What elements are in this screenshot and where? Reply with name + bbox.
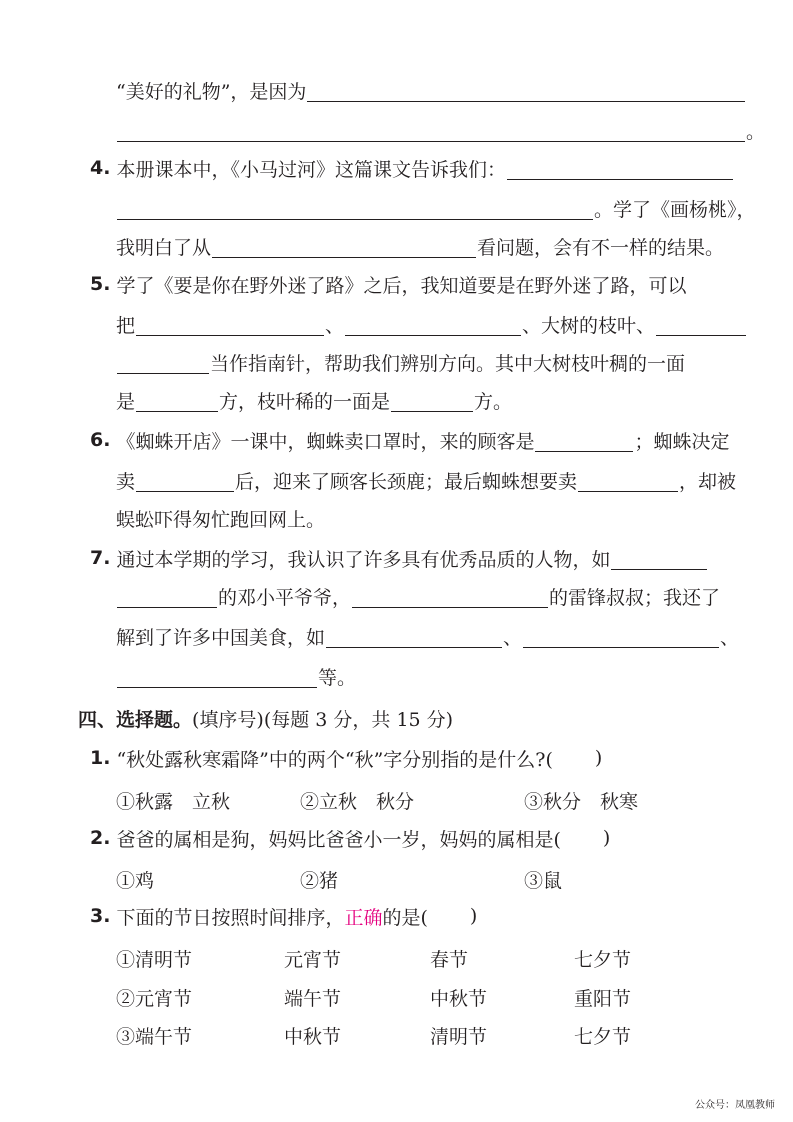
choice-3-row-2-cell-4: 重阳节 bbox=[574, 988, 632, 1010]
answer-blank[interactable] bbox=[136, 313, 324, 336]
question-number: 6. bbox=[90, 429, 111, 451]
answer-blank[interactable] bbox=[212, 235, 476, 258]
q7-line-3: 解到了许多中国美食，如 、 、 bbox=[116, 626, 740, 649]
choice-2-option-2: ②猪 bbox=[300, 870, 339, 892]
choice-3-row-1-cell-2: 元宵节 bbox=[284, 949, 342, 971]
answer-blank[interactable] bbox=[136, 469, 234, 492]
q7-line-4: 等。 bbox=[116, 656, 356, 696]
choice-1-option-2: ②立秋 秋分 bbox=[300, 791, 415, 813]
answer-blank[interactable] bbox=[307, 79, 745, 102]
q5-line-4: 是 方，枝叶稀的一面是 方。 bbox=[116, 390, 513, 413]
q5-line-2: 把 、 、大树的枝叶、 bbox=[116, 304, 747, 344]
answer-blank[interactable] bbox=[117, 197, 593, 220]
q4-line-2: 。学了《画杨桃》， bbox=[116, 188, 756, 228]
section-title: 四、选择题。 bbox=[78, 708, 193, 731]
choice-1-option-3: ③秋分 秋寒 bbox=[524, 791, 639, 813]
q4-line-1: 4. 本册课本中，《小马过河》这篇课文告诉我们： bbox=[90, 148, 734, 188]
choice-3-row-2-cell-3: 中秋节 bbox=[430, 988, 488, 1010]
answer-blank[interactable] bbox=[578, 469, 678, 492]
choice-2-stem: 2. 爸爸的属相是狗，妈妈比爸爸小一岁，妈妈的属相是( ) bbox=[90, 827, 611, 851]
answer-blank[interactable] bbox=[117, 351, 209, 374]
question-number: 1. bbox=[90, 747, 111, 769]
section-4-heading bbox=[78, 698, 453, 738]
section-note: (填序号)(每题 3 分，共 15 分) bbox=[192, 708, 454, 731]
answer-blank[interactable] bbox=[611, 547, 707, 570]
choice-1-option-1: ①秋露 立秋 bbox=[116, 791, 231, 813]
choice-3-row-1-cell-1: ①清明节 bbox=[116, 949, 193, 971]
q6-line-1: 6. 《蜘蛛开店》一课中，蜘蛛卖口罩时，来的顾客是 ；蜘蛛决定 bbox=[90, 429, 730, 453]
emphasis-text: 正确 bbox=[344, 906, 383, 929]
q7-line-1: 7. 通过本学期的学习，我认识了许多具有优秀品质的人物，如 bbox=[90, 538, 708, 578]
question-number: 7. bbox=[90, 547, 111, 569]
q3-tail-line-2: 。 bbox=[116, 110, 765, 150]
q3-tail-line-1: “美好的礼物”，是因为 bbox=[116, 70, 746, 110]
question-number: 3. bbox=[90, 905, 111, 927]
choice-2-option-3: ③鼠 bbox=[524, 870, 563, 892]
answer-blank[interactable] bbox=[345, 313, 521, 336]
answer-blank[interactable] bbox=[117, 119, 745, 142]
choice-3-row-1-cell-3: 春节 bbox=[430, 949, 469, 971]
question-number: 2. bbox=[90, 827, 111, 849]
choice-2-option-1: ①鸡 bbox=[116, 870, 155, 892]
answer-blank[interactable] bbox=[117, 665, 317, 688]
choice-3-stem: 3. 下面的节日按照时间排序， 正确 的是( ) bbox=[90, 896, 477, 936]
answer-blank[interactable] bbox=[326, 625, 502, 648]
choice-3-row-2-cell-2: 端午节 bbox=[284, 988, 342, 1010]
choice-3-row-3-cell-2: 中秋节 bbox=[284, 1026, 342, 1048]
answer-blank[interactable] bbox=[523, 625, 719, 648]
answer-blank[interactable] bbox=[656, 313, 746, 336]
answer-blank[interactable] bbox=[535, 429, 633, 452]
question-number: 5. bbox=[90, 273, 111, 295]
answer-blank[interactable] bbox=[117, 585, 217, 608]
choice-3-row-3-cell-4: 七夕节 bbox=[574, 1026, 632, 1048]
q6-line-2: 卖 后，迎来了顾客长颈鹿；最后蜘蛛想要卖 ，却被 bbox=[116, 470, 737, 493]
q6-line-3: 蜈蚣吓得匆忙跑回网上。 bbox=[116, 508, 326, 531]
choice-3-row-1-cell-4: 七夕节 bbox=[574, 949, 632, 971]
answer-blank[interactable] bbox=[507, 157, 733, 180]
q5-line-1: 5. 学了《要是你在野外迷了路》之后，我知道要是在野外迷了路，可以 bbox=[90, 273, 687, 297]
answer-blank[interactable] bbox=[136, 389, 218, 412]
q4-line-3: 我明白了从 看问题，会有不一样的结果。 bbox=[116, 236, 725, 259]
q7-line-2: 的邓小平爷爷， 的雷锋叔叔；我还了 bbox=[116, 576, 720, 616]
answer-blank[interactable] bbox=[391, 389, 473, 412]
choice-1-stem: 1. “秋处露秋寒霜降”中的两个“秋”字分别指的是什么?( ) bbox=[90, 747, 603, 771]
choice-3-row-3-cell-1: ③端午节 bbox=[116, 1026, 193, 1048]
choice-3-row-2-cell-1: ②元宵节 bbox=[116, 988, 193, 1010]
choice-3-row-3-cell-3: 清明节 bbox=[430, 1026, 488, 1048]
answer-blank[interactable] bbox=[352, 585, 548, 608]
question-number: 4. bbox=[90, 157, 111, 179]
q5-line-3: 当作指南针，帮助我们辨别方向。其中大树枝叶稠的一面 bbox=[116, 342, 685, 382]
footer-credit: 公众号：凤凰教师 bbox=[695, 1100, 775, 1111]
